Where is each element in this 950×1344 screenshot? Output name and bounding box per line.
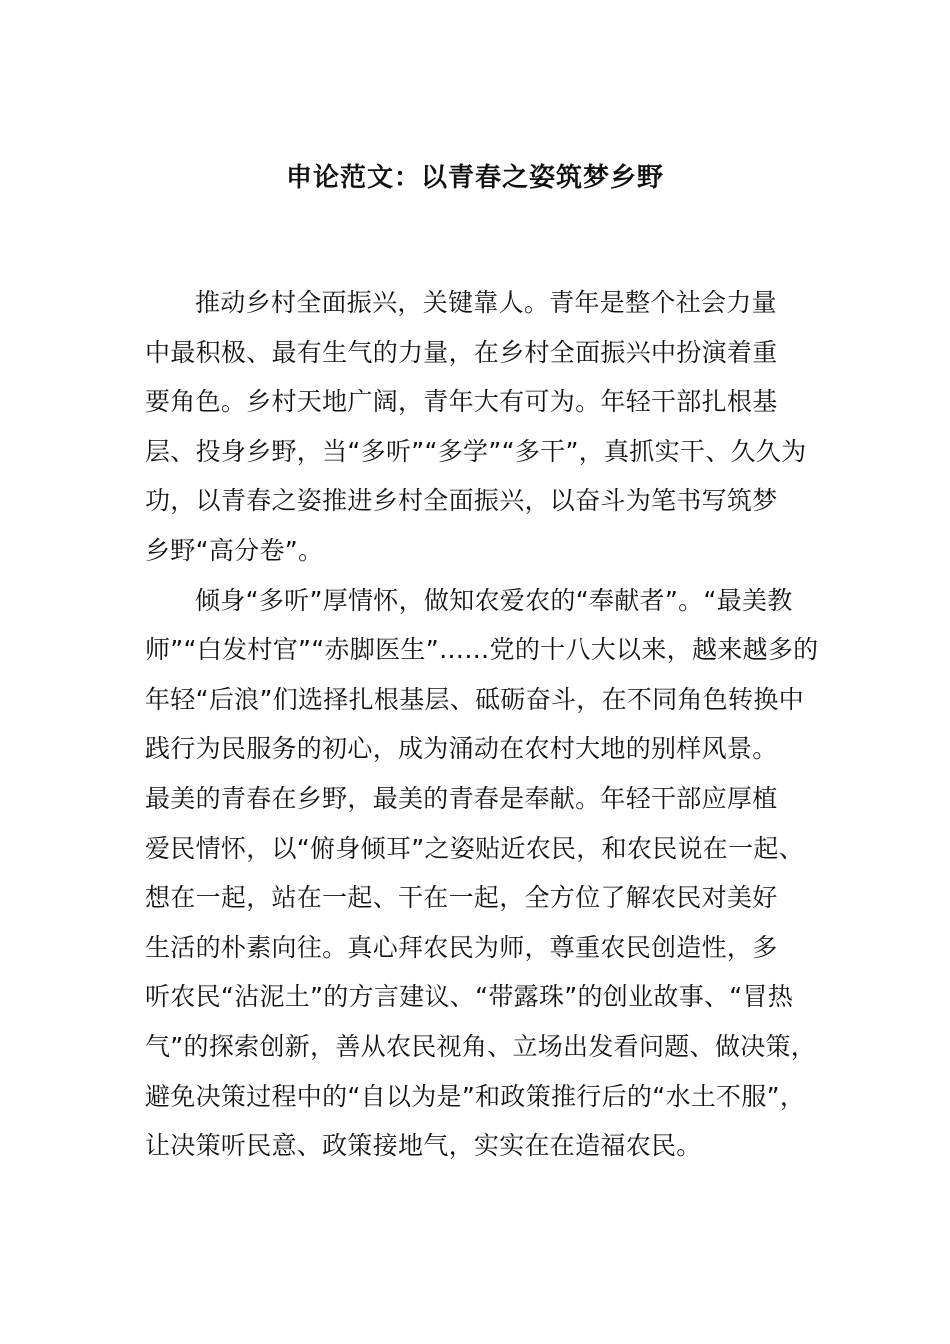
paragraph-2-line-1: 倾身“多听”厚情怀，做知农爱农的“奉献者”。“最美教 [195,585,793,615]
paragraph-1-line-4: 层、投身乡野，当“多听”“多学”“多干”，真抓实干、久久为 [145,436,807,466]
paragraph-1-line-3: 要角色。乡村天地广阔，青年大有可为。年轻干部扎根基 [145,387,778,417]
paragraph-2-line-9: 听农民“沾泥土”的方言建议、“带露珠”的创业故事、“冒热 [145,982,794,1012]
paragraph-2-line-12: 让决策听民意、政策接地气，实实在在造福农民。 [145,1131,702,1161]
paragraph-2-line-8: 生活的朴素向往。真心拜农民为师，尊重农民创造性，多 [145,932,778,962]
document-body [145,278,845,1171]
paragraph-2-line-2: 师”“白发村官”“赤脚医生”……党的十八大以来，越来越多的 [145,635,819,665]
paragraph-2-line-6: 爱民情怀，以“俯身倾耳”之姿贴近农民，和农民说在一起、 [145,833,805,863]
paragraph-1-line-2: 中最积极、最有生气的力量，在乡村全面振兴中扮演着重 [145,337,778,367]
paragraph-2-line-4: 践行为民服务的初心，成为涌动在农村大地的别样风景。 [145,734,778,764]
paragraph-2-line-3: 年轻“后浪”们选择扎根基层、砥砺奋斗，在不同角色转换中 [145,684,805,714]
paragraph-2-line-7: 想在一起，站在一起、干在一起，全方位了解农民对美好 [145,883,778,913]
paragraph-1-line-5: 功，以青春之姿推进乡村全面振兴，以奋斗为笔书写筑梦 [145,486,778,516]
paragraph-2-line-11: 避免决策过程中的“自以为是”和政策推行后的“水土不服”， [145,1081,806,1111]
paragraph-1-line-1: 推动乡村全面振兴，关键靠人。青年是整个社会力量 [195,288,777,317]
paragraph-1-line-6: 乡野“高分卷”。 [145,535,324,565]
paragraph-2-line-10: 气”的探索创新，善从农民视角、立场出发看问题、做决策， [145,1031,817,1061]
document-title: 申论范文：以青春之姿筑梦乡野 [285,163,664,193]
paragraph-2-line-5: 最美的青春在乡野，最美的青春是奉献。年轻干部应厚植 [145,783,778,813]
